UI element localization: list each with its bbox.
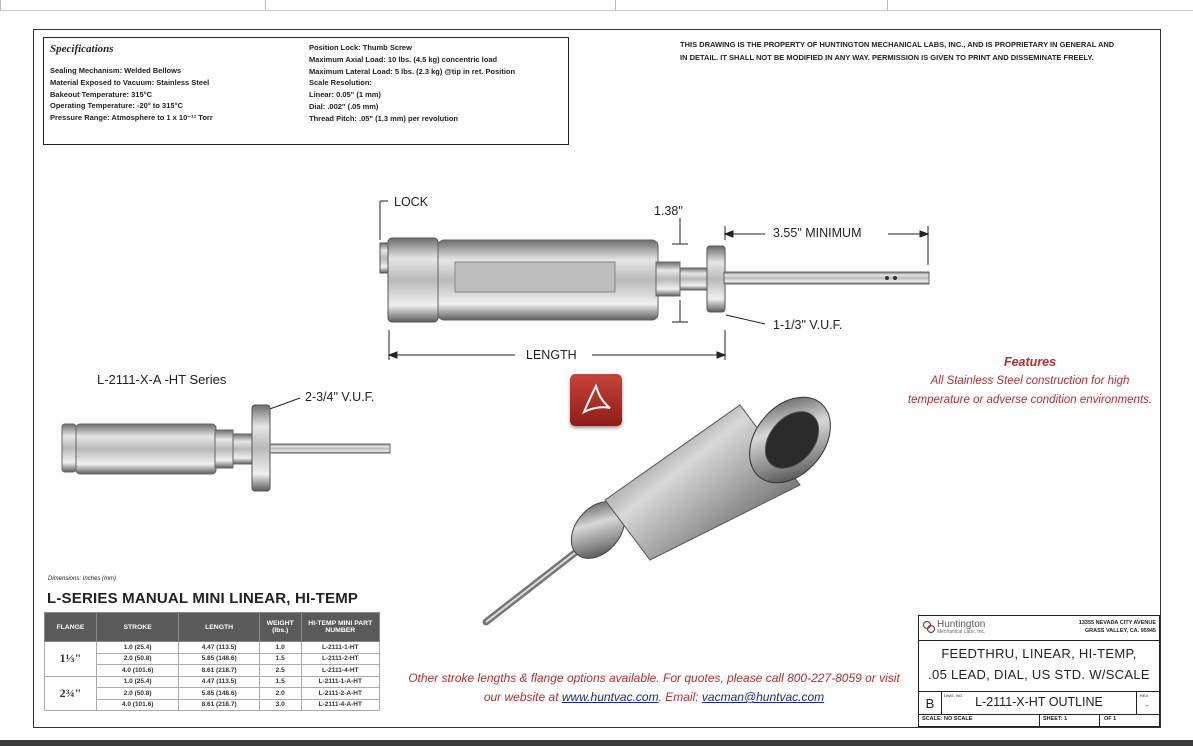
spec-line: Material Exposed to Vacuum: Stainless Steel [50, 77, 210, 87]
table-cell: 5.85 (148.6) [179, 653, 259, 665]
table-cell: 3.0 [259, 699, 301, 711]
company-address [1079, 619, 1156, 635]
parts-table [44, 612, 380, 711]
table-cell: 1.5 [259, 653, 301, 665]
specifications-title: Specifications [50, 43, 114, 55]
table-cell: 8.61 (218.7) [179, 665, 259, 677]
divider [1099, 714, 1100, 726]
table-cell: 1.0 (25.4) [96, 676, 178, 688]
title-block [918, 615, 1160, 727]
spec-line: Position Lock: Thumb Screw [309, 43, 412, 52]
drawing-number-label: DWG. NO. [944, 693, 964, 698]
table-row [45, 676, 380, 688]
flange-cell: 2¾" [45, 676, 97, 711]
acrobat-icon [570, 374, 622, 426]
table-cell: L-2111-1-A-HT [301, 676, 379, 688]
address-line: GRASS VALLEY, CA. 95945 [1084, 628, 1156, 634]
features-text: All Stainless Steel construction for high temperature or adverse condition environments. [907, 375, 1153, 406]
bottom-bar [0, 740, 1193, 746]
series-unit-drawing [62, 405, 390, 491]
isometric-unit-drawing [486, 381, 847, 622]
minimum-length-label: 3.55" MINIMUM [773, 226, 862, 240]
column-header: FLANGE [45, 613, 97, 642]
drawing-description [919, 643, 1159, 685]
description-line: FEEDTHRU, LINEAR, HI-TEMP, [941, 646, 1137, 661]
company-sub: Mechanical Labs, Inc. [937, 629, 986, 635]
spec-line: Scale Resolution: [309, 78, 372, 88]
table-cell: 4.0 (101.6) [96, 699, 178, 711]
table-cell: 5.85 (148.6) [179, 688, 259, 700]
spec-line: Bakeout Temperature: 315°C [50, 89, 153, 99]
column-header: LENGTH [179, 613, 259, 642]
column-header: WEIGHT (lbs.) [259, 613, 301, 642]
table-cell: L-2111-1-HT [301, 642, 379, 654]
contact-line [394, 688, 914, 707]
pdf-icon[interactable] [570, 374, 622, 426]
revision-value: - [1146, 701, 1149, 710]
contact-text: . Email: [658, 690, 702, 704]
sheet-text: SHEET: 1 [1043, 716, 1068, 722]
table-cell: 2.0 (50.8) [96, 688, 178, 700]
lock-label: LOCK [394, 195, 429, 209]
length-label: LENGTH [526, 348, 577, 362]
property-line: THIS DRAWING IS THE PROPERTY OF HUNTINGTON MECHANICAL LABS, INC., AND IS PROPRIETARY IN GENERAL AND [680, 40, 1115, 49]
table-row [45, 642, 380, 654]
table-cell: L-2111-4-A-HT [301, 699, 379, 711]
drawing-number-row [919, 691, 1159, 715]
table-cell: L-2111-2-HT [301, 653, 379, 665]
features-section [900, 353, 1160, 410]
spec-line: Linear: 0.05" (1 mm) [309, 90, 381, 100]
spec-line: Maximum Lateral Load: 5 lbs. (2.3 kg) @tip in ret. Position [309, 66, 516, 76]
sheet-of-text: OF 1 [1104, 716, 1117, 722]
main-unit-drawing [380, 238, 929, 322]
series-title: L-2111-X-A -HT Series [97, 372, 227, 387]
scale-row [919, 714, 1159, 726]
column-header: STROKE [96, 613, 178, 642]
revision-cell [1136, 692, 1159, 714]
dimensions-note: Dimensions: Inches (mm) [48, 576, 117, 582]
drawing-number: L-2111-X-HT OUTLINE [975, 695, 1103, 709]
table-cell: 4.47 (113.5) [179, 642, 259, 654]
table-cell: 1.0 (25.4) [96, 642, 178, 654]
table-cell: 2.5 [259, 665, 301, 677]
table-cell: 1.5 [259, 676, 301, 688]
scale-text: SCALE: NO SCALE [922, 716, 973, 722]
spec-line: Operating Temperature: -20° to 315°C [50, 101, 183, 111]
spec-line: Maximum Axial Load: 10 lbs. (4.5 kg) concentric load [309, 54, 498, 64]
table-cell: 8.61 (218.7) [179, 699, 259, 711]
table-cell: L-2111-2-A-HT [301, 688, 379, 700]
features-title: Features [1003, 355, 1057, 369]
spec-line: Sealing Mechanism: Welded Bellows [50, 66, 182, 75]
table-cell: 1.0 [259, 642, 301, 654]
property-line: IN DETAIL. IT SHALL NOT BE MODIFIED IN ANY WAY. PERMISSION IS GIVEN TO PRINT AND DISSEMINATE FREELY. [680, 52, 1094, 62]
spec-line: Pressure Range: Atmosphere to 1 x 10⁻¹¹ Torr [50, 113, 213, 123]
diameter-label: 1.38" [654, 204, 683, 218]
flange-large-label: 2-3/4" V.U.F. [305, 390, 375, 404]
title-block-header [919, 616, 1159, 641]
contact-text: our website at [483, 690, 562, 704]
email-link[interactable]: vacman@huntvac.com [701, 690, 825, 704]
spec-line: Dial: .002" (.05 mm) [309, 101, 379, 111]
revision-label: REV. [1140, 693, 1149, 698]
divider [1039, 714, 1040, 726]
spec-line: Thread Pitch: .05" (1.3 mm) per revolution [309, 113, 459, 123]
flange-small-label: 1-1/3" V.U.F. [773, 318, 843, 332]
description-line: .05 LEAD, DIAL, US STD. W/SCALE [928, 667, 1150, 682]
flange-cell: 1⅓" [45, 642, 97, 677]
company-name: Huntington [937, 619, 986, 630]
column-header: HI-TEMP MINI PART NUMBER [301, 613, 379, 642]
table-cell: 2.0 (50.8) [96, 653, 178, 665]
table-cell: 4.0 (101.6) [96, 665, 178, 677]
sheet-size: B [919, 692, 942, 714]
table-cell: 2.0 [259, 688, 301, 700]
website-link[interactable]: www.huntvac.com [561, 690, 659, 704]
address-line: 13355 NEVADA CITY AVENUE [1078, 620, 1156, 626]
contact-line: Other stroke lengths & flange options available. For quotes, please call 800-227-8059 or visit [408, 671, 900, 685]
table-cell: L-2111-4-HT [301, 665, 379, 677]
company-logo-icon [922, 620, 936, 634]
contact-info [394, 669, 914, 707]
table-header-row [45, 613, 380, 642]
table-cell: 4.47 (113.5) [179, 676, 259, 688]
series-heading: L-SERIES MANUAL MINI LINEAR, HI-TEMP [47, 590, 359, 607]
